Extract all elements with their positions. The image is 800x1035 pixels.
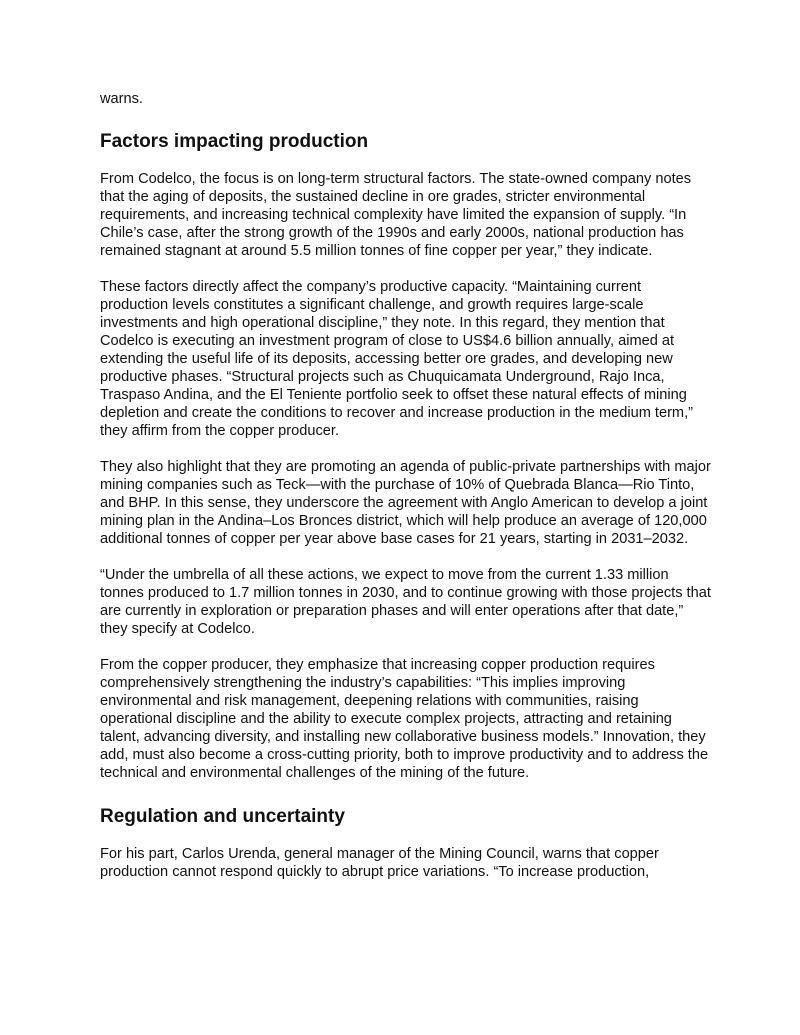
paragraph: They also highlight that they are promoting an agenda of public-private partnerships with major mining companies such as Teck—with the purchase of 10% of Quebrada Blanca—Rio Tinto, and BHP. In this sense, they underscore the agreement with Anglo American to develop a joint mining plan in the Andina–Los Bronces district, which will help produce an average of 120,000 additional tonnes of copper per year above base cases for 21 years, starting in 2031–2032.: [100, 459, 711, 547]
paragraph: From Codelco, the focus is on long-term structural factors. The state-owned company notes that the aging of deposits, the sustained decline in ore grades, stricter environmental requirements, and increasing technical complexity have limited the expansion of supply. “In Chile’s case, after the strong growth of the 1990s and early 2000s, national production has remained stagnant at around 5.5 million tonnes of fine copper per year,” they indicate.: [100, 171, 692, 259]
paragraph: For his part, Carlos Urenda, general manager of the Mining Council, warns that copper production cannot respond quickly to abrupt price variations. “To increase production,: [100, 846, 659, 880]
paragraph: “Under the umbrella of all these actions, we expect to move from the current 1.33 million tonnes produced to 1.7 million tonnes in 2030, and to continue growing with those projects that are currently in exploration or preparation phases and will enter operations after that date,” they specify at Codelco.: [100, 567, 711, 637]
section-heading: Factors impacting production: [100, 131, 369, 152]
section-heading: Regulation and uncertainty: [100, 806, 345, 827]
lead-fragment: warns.: [100, 91, 143, 107]
paragraph: These factors directly affect the company’s productive capacity. “Maintaining current production levels constitutes a significant challenge, and growth requires large-scale investments and high operational discipline,” they note. In this regard, they mention that Codelco is executing an investment program of close to US$4.6 billion annually, aimed at extending the useful life of its deposits, accessing better ore grades, and developing new productive phases. “Structural projects such as Chuquicamata Underground, Rajo Inca, Traspaso Andina, and the El Teniente portfolio seek to offset these natural effects of mining depletion and create the conditions to recover and increase production in the medium term,” they affirm from the copper producer.: [100, 279, 694, 439]
section-regulation-and-uncertainty: [100, 805, 712, 881]
paragraph: From the copper producer, they emphasize that increasing copper production requires comprehensively strengthening the industry’s capabilities: “This implies improving environmental and risk management, deepening relations with communities, raising operational discipline and the ability to execute complex projects, attracting and retaining talent, advancing diversity, and installing new collaborative business models.” Innovation, they add, must also become a cross-cutting priority, both to improve productivity and to address the technical and environmental challenges of the mining of the future.: [100, 657, 709, 781]
document-page: [100, 90, 712, 899]
section-factors-impacting-production: [100, 130, 712, 782]
